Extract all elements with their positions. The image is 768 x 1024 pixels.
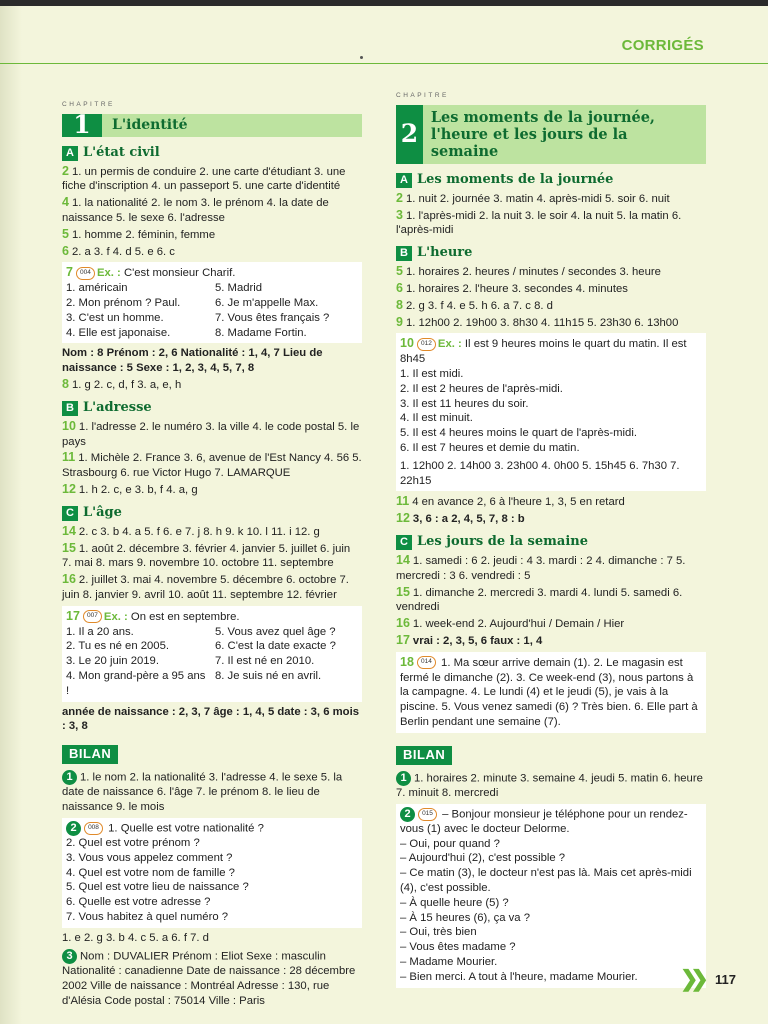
chapter-tag: CHAPITRE <box>62 101 115 108</box>
bilan-number-badge: 1 <box>62 770 77 785</box>
chapter-number: 1 <box>62 114 102 137</box>
answer-item: 7. Vous habitez à quel numéro ? <box>66 911 229 924</box>
section-letter: B <box>62 401 78 416</box>
answer-text: 1. août 2. décembre 3. février 4. janvier 5. juillet 6. juin 7. mai 8. mars 9. novembre 10. octobre 11. septembre <box>62 542 351 570</box>
section-heading <box>62 506 362 521</box>
answer-item: 7. Vous êtes français ? <box>215 311 330 324</box>
answer-item: 1. 12h00 2. 14h00 3. 23h00 4. 0h00 5. 15h45 6. 7h30 7. 22h15 <box>400 459 680 487</box>
answer-line <box>62 419 362 450</box>
exercise-number: 18 <box>400 654 414 669</box>
section-heading <box>396 535 706 550</box>
exercise-number: 14 <box>62 523 76 538</box>
answer-text: 1. 12h00 2. 19h00 3. 8h30 4. 11h15 5. 23h30 6. 13h00 <box>405 316 679 329</box>
answer-item: 5. Quel est votre lieu de naissance ? <box>66 881 249 894</box>
section-title: Les moments de la journée <box>417 171 614 187</box>
example-text: On est en septembre. <box>130 610 240 623</box>
header-rule <box>0 63 768 64</box>
example-label: Ex. : <box>437 338 462 351</box>
answer-item: 5. Vous avez quel âge ? <box>215 625 336 638</box>
exercise-number: 4 <box>62 195 69 210</box>
answer-line <box>396 585 706 616</box>
bilan-number-badge: 3 <box>62 949 77 964</box>
chapter-title: L'identité <box>112 116 188 133</box>
answer-line <box>62 572 362 603</box>
section-letter: C <box>396 535 412 550</box>
exercise-number: 11 <box>62 450 76 465</box>
answer-line <box>396 511 706 527</box>
exercise-number: 6 <box>62 243 69 258</box>
exercise-number: 17 <box>66 608 80 623</box>
answer-item: 4. Mon grand-père a 95 ans ! <box>66 669 206 697</box>
page-curl <box>0 6 22 1024</box>
bilan-number-badge: 2 <box>400 807 415 822</box>
answer-text: 1. homme 2. féminin, femme <box>71 228 216 241</box>
exercise-number: 9 <box>396 314 403 329</box>
answer-text: 4 en avance 2, 6 à l'heure 1, 3, 5 en retard <box>412 496 625 509</box>
dialogue-line: – À 15 heures (6), ça va ? <box>400 911 530 924</box>
answer-item: 8. Je suis né en avril. <box>215 669 322 682</box>
exercise-17-box <box>62 606 362 702</box>
answer-item: 5. Madrid <box>215 282 263 295</box>
section-title: L'heure <box>417 245 473 261</box>
page-number: 117 <box>715 972 736 987</box>
answer-line <box>62 244 362 260</box>
exercise-number: 14 <box>396 552 410 567</box>
answer-item: 2. Tu es né en 2005. <box>66 640 170 653</box>
exercise-number: 11 <box>396 494 410 509</box>
bilan-2-box <box>396 804 706 988</box>
answer-line <box>396 771 706 801</box>
answer-line <box>62 524 362 540</box>
answer-grid <box>66 281 358 340</box>
answer-text: 1. horaires 2. heures / minutes / secondes 3. heure <box>405 266 661 279</box>
answer-text: 1. nuit 2. journée 3. matin 4. après-midi 5. soir 6. nuit <box>405 192 670 205</box>
answer-line <box>62 949 362 1009</box>
answer-grid <box>66 625 358 699</box>
answer-item: 7. Il est né en 2010. <box>215 655 315 668</box>
answer-item: 4. Il est minuit. <box>400 412 473 425</box>
decorative-dot <box>360 56 363 59</box>
chapter-title: Les moments de la journée, l'heure et les jours de la semaine <box>430 108 655 160</box>
answer-item: 2. Quel est votre prénom ? <box>66 837 200 850</box>
answer-text: 1. horaires 2. minute 3. semaine 4. jeudi 5. matin 6. heure 7. minuit 8. mercredi <box>396 771 703 799</box>
answer-text: Nom : DUVALIER Prénom : Eliot Sexe : masculin Nationalité : canadienne Date de naissance : 28 décembre 2002 Ville de naissance : Montréal Adresse : 130, rue d'Alésia Code postal : 75014 Ville : Paris <box>62 950 356 1007</box>
exercise-number: 17 <box>396 632 410 647</box>
answer-text: 2. c 3. b 4. a 5. f 6. e 7. j 8. h 9. k 10. l 11. i 12. g <box>78 525 320 538</box>
answer-line <box>396 494 706 510</box>
answer-item: 4. Quel est votre nom de famille ? <box>66 866 235 879</box>
answer-line <box>396 616 706 632</box>
exercise-number: 16 <box>62 572 76 587</box>
answer-text: 2. juillet 3. mai 4. novembre 5. décembre 6. octobre 7. juin 8. janvier 9. avril 10. août 11. septembre 12. février <box>62 574 349 601</box>
section-title: L'âge <box>83 504 122 520</box>
exercise-number: 16 <box>396 616 410 631</box>
exercise-number: 15 <box>62 540 76 555</box>
exercise-number: 2 <box>396 190 403 205</box>
answer-item: 3. Le 20 juin 2019. <box>66 655 159 668</box>
answer-text: vrai : 2, 3, 5, 6 faux : 1, 4 <box>412 634 543 647</box>
section-title: L'état civil <box>83 144 160 160</box>
exercise-number: 15 <box>396 584 410 599</box>
answer-line <box>62 164 362 195</box>
answer-line <box>396 191 706 207</box>
bilan-number-badge: 2 <box>66 821 81 836</box>
answer-text: 1. l'adresse 2. le numéro 3. la ville 4. le code postal 5. le pays <box>62 420 360 448</box>
answer-item: 6. Il est 7 heures et demie du matin. <box>400 441 580 454</box>
exercise-number: 8 <box>396 297 403 312</box>
answer-text: 1. g 2. c, d, f 3. a, e, h <box>71 378 182 391</box>
answer-line <box>396 264 706 280</box>
example-text: Il est 9 heures moins le quart du matin. Il est 8h45 <box>400 338 687 366</box>
answer-text: 1. la nationalité 2. le nom 3. le prénom 4. la date de naissance 5. le sexe 6. l'adresse <box>62 197 329 224</box>
section-letter: A <box>62 146 78 161</box>
answer-line <box>62 770 362 815</box>
answer-text: 1. l'après-midi 2. la nuit 3. le soir 4. la nuit 5. la matin 6. l'après-midi <box>396 209 682 237</box>
answer-item: 4. Elle est japonaise. <box>66 326 171 339</box>
example-label: Ex. : <box>103 610 128 623</box>
audio-track-icon: 004 <box>76 267 95 280</box>
bilan-heading: BILAN <box>396 746 452 765</box>
answer-item: 8. Madame Fortin. <box>215 326 307 339</box>
audio-track-icon: 007 <box>83 610 102 623</box>
audio-track-icon: 014 <box>417 656 436 669</box>
answer-line <box>396 315 706 331</box>
dialogue-line: – Madame Mourier. <box>400 956 498 969</box>
answer-line <box>62 227 362 243</box>
section-title: L'adresse <box>83 399 152 415</box>
exercise-number: 6 <box>396 280 403 295</box>
answer-text: 1. Ma sœur arrive demain (1). 2. Le magasin est fermé le dimanche (2). 3. Ce week-end (3), nous partons à la campagne. 4. Le lundi (4) et le jeudi (5), je vais à la piscine. 5. Vous venez samedi (6) ? Très bien. 6. Elle part à Berlin pendant une semaine (7). <box>400 656 698 728</box>
chapter-1-column <box>62 98 362 1009</box>
dialogue-line: – Bien merci. A tout à l'heure, madame Mourier. <box>400 970 638 983</box>
answer-item: 1. Quelle est votre nationalité ? <box>108 822 264 835</box>
next-page-arrow-icon: ❯❯ <box>680 966 701 991</box>
textbook-page <box>0 6 768 1024</box>
dialogue-line: – Bonjour monsieur je téléphone pour un rendez-vous (1) avec le docteur Delorme. <box>400 808 688 835</box>
exercise-18-box <box>396 652 706 733</box>
answer-line <box>396 281 706 297</box>
example-label: Ex. : <box>96 267 121 280</box>
answer-line <box>396 298 706 314</box>
dialogue-line: – Oui, très bien <box>400 926 477 939</box>
answer-item: 1. Il a 20 ans. <box>66 625 134 638</box>
answer-line <box>62 450 362 481</box>
chapter-tag: CHAPITRE <box>396 92 449 99</box>
answer-item: 6. Quelle est votre adresse ? <box>66 896 211 909</box>
answer-text: 1. week-end 2. Aujourd'hui / Demain / Hier <box>412 618 625 631</box>
answer-line <box>62 541 362 572</box>
answer-text: 1. le nom 2. la nationalité 3. l'adresse 4. le sexe 5. la date de naissance 6. l'âge 7. le prénom 8. le lieu de naissance 9. le mois <box>62 771 343 813</box>
answer-item: 3. C'est un homme. <box>66 311 164 324</box>
answer-line <box>62 377 362 393</box>
answer-line <box>396 633 706 649</box>
exercise-number: 12 <box>396 511 410 526</box>
answer-text: 1. un permis de conduire 2. une carte d'étudiant 3. une fiche d'inscription 4. un passeport 5. une carte d'identité <box>62 165 346 193</box>
answer-item: 1. américain <box>66 282 128 295</box>
dialogue-line: – Ce matin (3), le docteur n'est pas là. Mais cet après-midi (4), c'est possible. <box>400 867 692 895</box>
exercise-number: 5 <box>62 226 69 241</box>
dialogue-line: – Oui, pour quand ? <box>400 837 500 850</box>
answer-line: 1. e 2. g 3. b 4. c 5. a 6. f 7. d <box>62 931 209 944</box>
dialogue-line: – Vous êtes madame ? <box>400 941 516 954</box>
section-letter: A <box>396 173 412 188</box>
exercise-number: 10 <box>62 418 76 433</box>
answer-item: 3. Vous vous appelez comment ? <box>66 851 233 864</box>
answer-line <box>396 208 706 239</box>
exercise-number: 5 <box>396 264 403 279</box>
answer-item: 5. Il est 4 heures moins le quart de l'après-midi. <box>400 427 637 440</box>
exercise-number: 3 <box>396 207 403 222</box>
answer-item: 2. Mon prénom ? Paul. <box>66 296 181 309</box>
answer-line <box>62 482 362 498</box>
audio-track-icon: 008 <box>84 822 103 835</box>
answer-item: 6. C'est la date exacte ? <box>215 640 336 653</box>
answer-item: 2. Il est 2 heures de l'après-midi. <box>400 382 563 395</box>
section-letter: B <box>396 246 412 261</box>
dialogue-line: – Aujourd'hui (2), c'est possible ? <box>400 852 566 865</box>
dialogue-line: – À quelle heure (5) ? <box>400 896 509 909</box>
chapter-1-heading <box>62 109 362 139</box>
answer-text: 1. h 2. c, e 3. b, f 4. a, g <box>78 483 198 496</box>
answer-text: 2. g 3. f 4. e 5. h 6. a 7. c 8. d <box>405 299 553 312</box>
page-header-title: CORRIGÉS <box>621 37 704 54</box>
exercise-10-box <box>396 333 706 491</box>
exercise-number: 8 <box>62 376 69 391</box>
answer-text: 1. samedi : 6 2. jeudi : 4 3. mardi : 2 4. dimanche : 7 5. mercredi : 3 6. vendredi : 5 <box>396 554 686 582</box>
answer-item: 1. Il est midi. <box>400 367 464 380</box>
chapter-2-column <box>396 89 706 991</box>
exercise-number: 7 <box>66 265 73 280</box>
answer-text: 3, 6 : a 2, 4, 5, 7, 8 : b <box>412 513 525 526</box>
answer-text: 2. a 3. f 4. d 5. e 6. c <box>71 245 175 258</box>
answer-line <box>396 553 706 584</box>
section-title: Les jours de la semaine <box>417 534 588 550</box>
section-letter: C <box>62 506 78 521</box>
answer-item: 3. Il est 11 heures du soir. <box>400 397 529 410</box>
bilan-number-badge: 1 <box>396 771 411 786</box>
audio-track-icon: 012 <box>417 338 436 351</box>
chapter-2-heading <box>396 105 706 164</box>
exercise-number: 10 <box>400 336 414 351</box>
answer-text: 1. horaires 2. l'heure 3. secondes 4. minutes <box>405 282 628 295</box>
audio-track-icon: 015 <box>418 808 437 821</box>
exercise-number: 12 <box>62 481 76 496</box>
answer-line <box>62 195 362 226</box>
bilan-2-box <box>62 818 362 928</box>
example-text: C'est monsieur Charif. <box>123 267 236 280</box>
answer-item: 6. Je m'appelle Max. <box>215 296 319 309</box>
answer-line: année de naissance : 2, 3, 7 âge : 1, 4, 5 date : 3, 6 mois : 3, 8 <box>62 705 359 733</box>
section-heading <box>396 173 706 188</box>
exercise-number: 2 <box>62 163 69 178</box>
section-heading <box>62 146 362 161</box>
exercise-7-box <box>62 262 362 343</box>
chapter-number: 2 <box>396 105 423 164</box>
bilan-heading: BILAN <box>62 745 118 764</box>
section-heading <box>396 246 706 261</box>
answer-line: Nom : 8 Prénom : 2, 6 Nationalité : 1, 4, 7 Lieu de naissance : 5 Sexe : 1, 2, 3, 4, 5, 7, 8 <box>62 347 323 375</box>
section-heading <box>62 401 362 416</box>
answer-text: 1. Michèle 2. France 3. 6, avenue de l'Est Nancy 4. 56 5. Strasbourg 6. rue Victor Hugo 7. LAMARQUE <box>62 452 362 480</box>
answer-text: 1. dimanche 2. mercredi 3. mardi 4. lundi 5. samedi 6. vendredi <box>396 586 683 614</box>
